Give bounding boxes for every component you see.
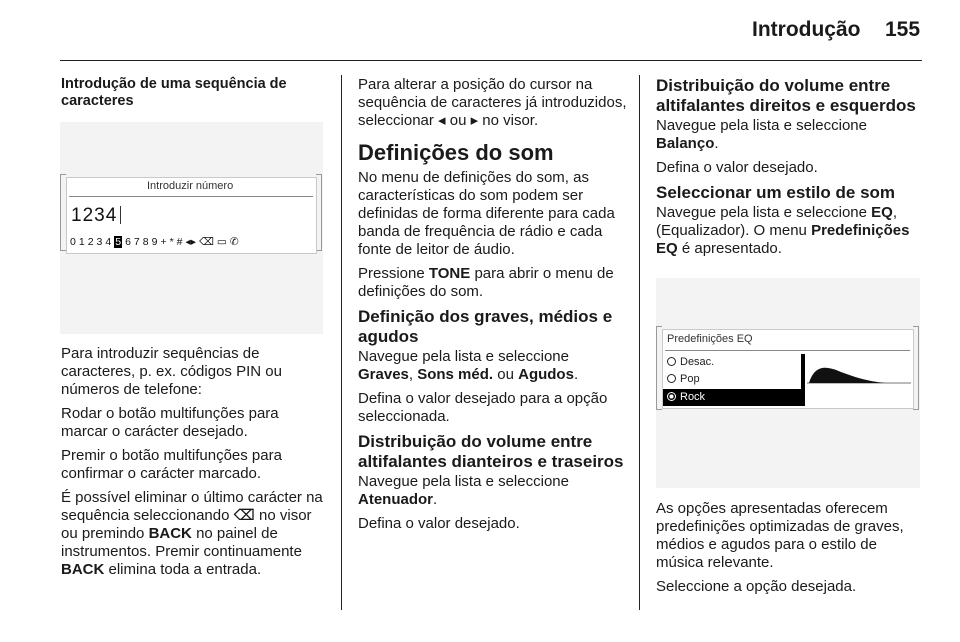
char-option[interactable]: + xyxy=(160,236,167,248)
text: É possível eliminar o último carácter na sequência seleccionando xyxy=(61,489,323,524)
text: Navegue pela lista e seleccione xyxy=(358,348,569,365)
char-option[interactable]: * xyxy=(169,236,174,248)
paragraph: As opções apresentadas oferecem predefinições optimizadas de graves, médios e agudos para o estilo de música relevante. xyxy=(656,500,904,571)
radio-selected-icon xyxy=(667,392,676,401)
paragraph: Seleccione a opção desejada. xyxy=(656,578,857,595)
option-label: Desac. xyxy=(680,356,715,368)
paragraph: No menu de definições do som, as características do som podem ser definidas de forma diferente para cada banda de frequência de rádio e cada fonte de leitor de áudio. xyxy=(358,169,615,258)
back-key-label: BACK xyxy=(61,561,105,578)
text: , xyxy=(408,366,418,383)
char-option[interactable]: 5 xyxy=(115,236,122,248)
scrollbar[interactable] xyxy=(801,354,805,406)
menu-item-label: Predefinições EQ xyxy=(656,222,910,257)
delete-icon: ⌫ xyxy=(233,507,255,524)
paragraph xyxy=(656,117,924,153)
display-screen xyxy=(66,177,317,254)
eq-option-desac[interactable] xyxy=(663,354,803,370)
radio-icon xyxy=(667,374,676,383)
eq-option-rock[interactable] xyxy=(663,389,803,406)
subsection-heading: Seleccionar um estilo de som xyxy=(656,183,896,202)
back-key-label: BACK xyxy=(148,525,192,542)
screen-title-rule xyxy=(69,196,313,197)
header-rule xyxy=(60,60,922,61)
screen-image-input xyxy=(60,122,323,334)
menu-item-label: Graves xyxy=(358,366,409,383)
screen-title-rule xyxy=(665,350,910,351)
paragraph: Defina o valor desejado. xyxy=(656,159,818,176)
text: no painel de instrumentos. Premir continuamente xyxy=(61,525,302,560)
option-label: Pop xyxy=(680,373,700,385)
screen-title: Predefinições EQ xyxy=(667,333,753,345)
column-2 xyxy=(358,76,628,539)
text: é apresentado. xyxy=(677,240,782,257)
column-divider xyxy=(639,75,640,610)
paragraph: Rodar o botão multifunções para marcar o carácter desejado. xyxy=(61,405,279,440)
paragraph xyxy=(656,204,924,258)
page-number: 155 xyxy=(885,18,921,41)
char-option[interactable]: 0 xyxy=(70,236,76,248)
char-option[interactable]: # xyxy=(176,236,183,248)
char-option[interactable]: ⌫ xyxy=(199,236,214,248)
page-header-title: Introdução xyxy=(752,18,861,41)
text: . xyxy=(433,491,438,508)
menu-item-label: EQ xyxy=(871,204,893,221)
text: Navegue pela lista e seleccione xyxy=(656,117,867,134)
char-option[interactable]: 6 xyxy=(125,236,131,248)
digits-text: 1234 xyxy=(71,205,118,226)
text: elimina toda a entrada. xyxy=(104,561,262,578)
screen-title: Introduzir número xyxy=(147,180,234,192)
column-divider xyxy=(341,75,342,610)
char-option[interactable]: 8 xyxy=(142,236,149,248)
paragraph: Defina o valor desejado para a opção seleccionada. xyxy=(358,390,608,425)
menu-item-label: Atenuador xyxy=(358,491,433,508)
text: Navegue pela lista e seleccione xyxy=(656,204,872,221)
menu-item-label: Sons méd. xyxy=(417,366,494,383)
text: . xyxy=(573,366,579,383)
paragraph: Defina o valor desejado. xyxy=(358,515,520,532)
text: para abrir o menu de definições do som. xyxy=(358,265,614,300)
char-option[interactable]: 4 xyxy=(105,236,112,248)
paragraph xyxy=(61,489,327,579)
screen-image-eq xyxy=(656,278,920,488)
subsection-heading: Distribuição do volume entre altifalantes dianteiros e traseiros xyxy=(358,432,624,471)
tone-key-label: TONE xyxy=(428,265,471,282)
char-option[interactable]: 7 xyxy=(133,236,140,248)
subsection-heading: Definição dos graves, médios e agudos xyxy=(358,307,613,346)
text: Navegue pela lista e seleccione xyxy=(358,473,569,490)
menu-item-label: Agudos xyxy=(518,366,574,383)
paragraph xyxy=(358,473,628,509)
radio-icon xyxy=(667,357,676,366)
char-option[interactable]: ✆ xyxy=(229,236,239,248)
column-3-body xyxy=(656,500,924,602)
text: , (Equalizador). O menu xyxy=(656,204,897,239)
paragraph xyxy=(358,265,628,301)
subheading: Introdução de uma sequência de caracteres xyxy=(61,76,287,109)
char-option[interactable]: ◂▸ xyxy=(185,236,197,248)
display-screen xyxy=(662,329,914,409)
section-heading: Definições do som xyxy=(358,140,554,165)
menu-item-label: Balanço xyxy=(656,135,715,152)
paragraph: Para introduzir sequências de caracteres, p. ex. códigos PIN ou números de telefone: xyxy=(61,345,282,398)
paragraph xyxy=(358,348,628,384)
paragraph: Premir o botão multifunções para confirmar o carácter marcado. xyxy=(61,447,282,482)
text: Pressione xyxy=(358,265,429,282)
entered-digits xyxy=(71,205,121,227)
text-cursor xyxy=(120,206,121,224)
column-3 xyxy=(656,76,924,264)
character-selector xyxy=(70,236,242,248)
eq-curve-graphic xyxy=(807,354,911,406)
column-1 xyxy=(61,76,327,122)
text: ou xyxy=(493,366,519,383)
char-option[interactable]: 3 xyxy=(96,236,103,248)
char-option[interactable]: 2 xyxy=(87,236,94,248)
eq-option-pop[interactable] xyxy=(663,371,803,387)
char-option[interactable]: ▭ xyxy=(216,236,227,248)
subsection-heading: Distribuição do volume entre altifalantes direitos e esquerdos xyxy=(656,76,916,115)
text: no visor ou premindo xyxy=(61,507,312,542)
char-option[interactable]: 1 xyxy=(78,236,85,248)
text: . xyxy=(714,135,719,152)
column-1-body xyxy=(61,345,327,585)
paragraph: Para alterar a posição do cursor na sequência de caracteres já introduzidos, seleccionar ◂ ou ▸ no visor. xyxy=(358,76,627,129)
char-option[interactable]: 9 xyxy=(151,236,158,248)
option-label: Rock xyxy=(680,391,706,403)
